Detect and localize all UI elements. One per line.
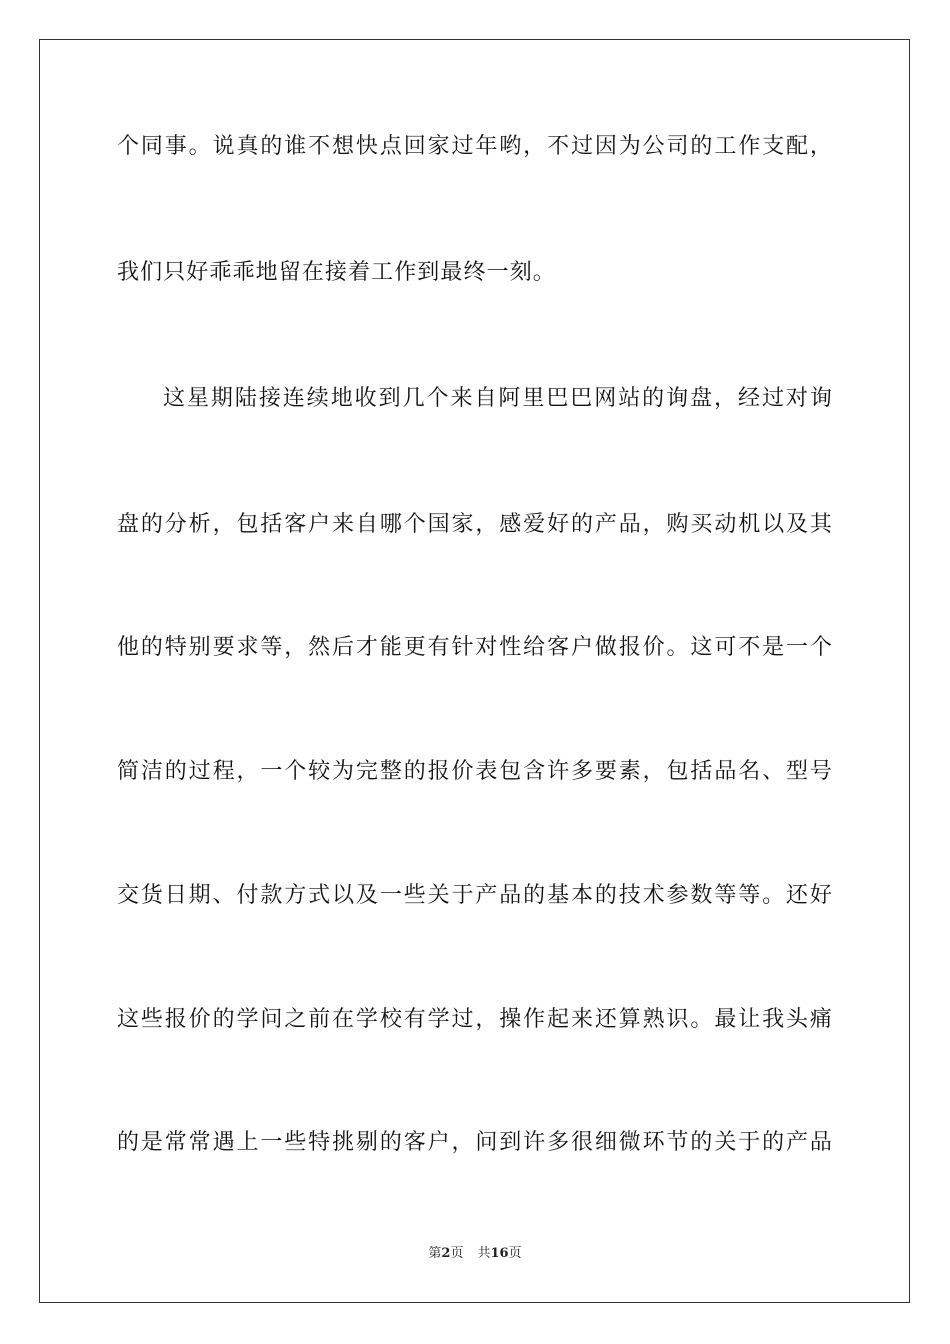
page-label-prefix: 第	[428, 1246, 442, 1261]
text-line: 这些报价的学问之前在学校有学过，操作起来还算熟识。最让我头痛	[117, 1007, 833, 1032]
page-border	[39, 39, 910, 1303]
page-label-suffix: 页	[450, 1246, 464, 1261]
text-line: 盘的分析，包括客户来自哪个国家，感爱好的产品，购买动机以及其	[117, 512, 833, 537]
text-line: 个同事。说真的谁不想快点回家过年哟，不过因为公司的工作支配，	[117, 134, 833, 159]
page-number: 2	[441, 1246, 451, 1261]
paragraph-first-line: 这星期陆接连续地收到几个来自阿里巴巴网站的询盘，经过对询	[163, 386, 833, 411]
total-label-prefix: 共	[477, 1246, 491, 1261]
text-line: 交货日期、付款方式以及一些关于产品的基本的技术参数等等。还好	[117, 883, 833, 908]
total-label-suffix: 页	[508, 1246, 522, 1261]
text-line: 我们只好乖乖地留在接着工作到最终一刻。	[117, 260, 556, 285]
text-line: 他的特别要求等，然后才能更有针对性给客户做报价。这可不是一个	[117, 635, 833, 660]
total-pages: 16	[490, 1246, 509, 1261]
text-line: 的是常常遇上一些特挑剔的客户，问到许多很细微环节的关于的产品	[117, 1130, 833, 1155]
text-line: 简洁的过程，一个较为完整的报价表包含许多要素，包括品名、型号	[117, 759, 833, 784]
page-footer	[0, 1245, 950, 1263]
